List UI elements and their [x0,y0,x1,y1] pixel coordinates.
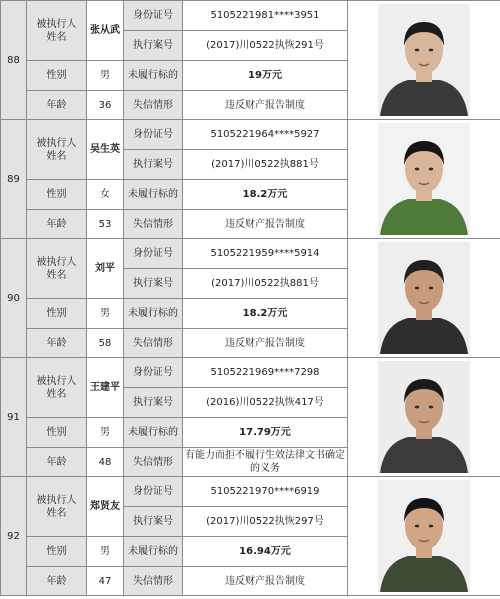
portrait-graphic [378,242,470,354]
id-number: 5105221964****5927 [183,120,348,150]
id-number: 5105221970****6919 [183,477,348,507]
gender-label: 性别 [27,418,87,448]
record-number: 89 [1,120,27,239]
person-name-label [27,239,87,299]
case-number: (2017)川0522执881号 [183,150,348,180]
gender-label: 性别 [27,299,87,329]
unpaid-amount: 16.94万元 [183,537,348,567]
record-number: 88 [1,1,27,120]
id-label: 身份证号 [124,477,183,507]
age-label: 年龄 [27,329,87,358]
dishonesty-value: 有能力而拒不履行生效法律文书确定的义务 [183,448,348,477]
gender-label: 性别 [27,537,87,567]
case-number: (2017)川0522执881号 [183,269,348,299]
id-label: 身份证号 [124,120,183,150]
record-number: 91 [1,358,27,477]
dishonesty-value: 违反财产报告制度 [183,329,348,358]
gender-label: 性别 [27,61,87,91]
unpaid-label: 未履行标的 [124,61,183,91]
age-label: 年龄 [27,210,87,239]
person-name-label [27,358,87,418]
id-label: 身份证号 [124,1,183,31]
case-label: 执行案号 [124,388,183,418]
person-name: 刘平 [87,239,124,299]
gender-value: 男 [87,61,124,91]
dishonesty-label: 失信情形 [124,210,183,239]
gender-label: 性别 [27,180,87,210]
record-row-id [1,477,500,507]
person-name: 王建平 [87,358,124,418]
person-label-line2: 姓名 [46,150,67,162]
person-label-line1: 被执行人 [36,494,77,506]
portrait-graphic [378,4,470,116]
age-value: 58 [87,329,124,358]
unpaid-label: 未履行标的 [124,418,183,448]
age-value: 36 [87,91,124,120]
case-label: 执行案号 [124,507,183,537]
dishonesty-label: 失信情形 [124,91,183,120]
age-label: 年龄 [27,91,87,120]
person-name-label [27,477,87,537]
person-label-line2: 姓名 [46,388,67,400]
person-label-line1: 被执行人 [36,256,77,268]
age-value: 47 [87,567,124,596]
age-label: 年龄 [27,448,87,477]
gender-value: 男 [87,299,124,329]
dishonesty-value: 违反财产报告制度 [183,210,348,239]
portrait-graphic [378,480,470,592]
person-name-label [27,1,87,61]
record-number: 90 [1,239,27,358]
person-label-line1: 被执行人 [36,375,77,387]
portrait-graphic [378,123,470,235]
age-value: 48 [87,448,124,477]
person-photo [348,239,500,358]
dishonesty-label: 失信情形 [124,329,183,358]
person-label-line1: 被执行人 [36,137,77,149]
dishonesty-value: 违反财产报告制度 [183,567,348,596]
age-label: 年龄 [27,567,87,596]
portrait-graphic [378,361,470,473]
record-row-id [1,1,500,31]
case-label: 执行案号 [124,269,183,299]
person-name: 吴生英 [87,120,124,180]
id-number: 5105221969****7298 [183,358,348,388]
unpaid-amount: 18.2万元 [183,180,348,210]
unpaid-amount: 18.2万元 [183,299,348,329]
person-label-line2: 姓名 [46,269,67,281]
case-label: 执行案号 [124,150,183,180]
record-row-id [1,120,500,150]
person-label-line2: 姓名 [46,31,67,43]
unpaid-label: 未履行标的 [124,299,183,329]
person-name: 张从武 [87,1,124,61]
unpaid-amount: 17.79万元 [183,418,348,448]
person-photo [348,358,500,477]
case-number: (2017)川0522执恢297号 [183,507,348,537]
id-number: 5105221959****5914 [183,239,348,269]
dishonesty-value: 违反财产报告制度 [183,91,348,120]
case-label: 执行案号 [124,31,183,61]
gender-value: 女 [87,180,124,210]
id-label: 身份证号 [124,358,183,388]
gender-value: 男 [87,418,124,448]
person-name-label [27,120,87,180]
record-number: 92 [1,477,27,596]
record-row-id [1,358,500,388]
id-number: 5105221981****3951 [183,1,348,31]
case-number: (2017)川0522执恢291号 [183,31,348,61]
age-value: 53 [87,210,124,239]
person-label-line1: 被执行人 [36,18,77,30]
unpaid-label: 未履行标的 [124,180,183,210]
gender-value: 男 [87,537,124,567]
person-name: 郑贤友 [87,477,124,537]
person-photo [348,477,500,596]
person-photo [348,1,500,120]
unpaid-label: 未履行标的 [124,537,183,567]
dishonesty-label: 失信情形 [124,567,183,596]
id-label: 身份证号 [124,239,183,269]
dishonesty-label: 失信情形 [124,448,183,477]
case-number: (2016)川0522执恢417号 [183,388,348,418]
unpaid-amount: 19万元 [183,61,348,91]
person-label-line2: 姓名 [46,507,67,519]
person-photo [348,120,500,239]
record-row-id [1,239,500,269]
